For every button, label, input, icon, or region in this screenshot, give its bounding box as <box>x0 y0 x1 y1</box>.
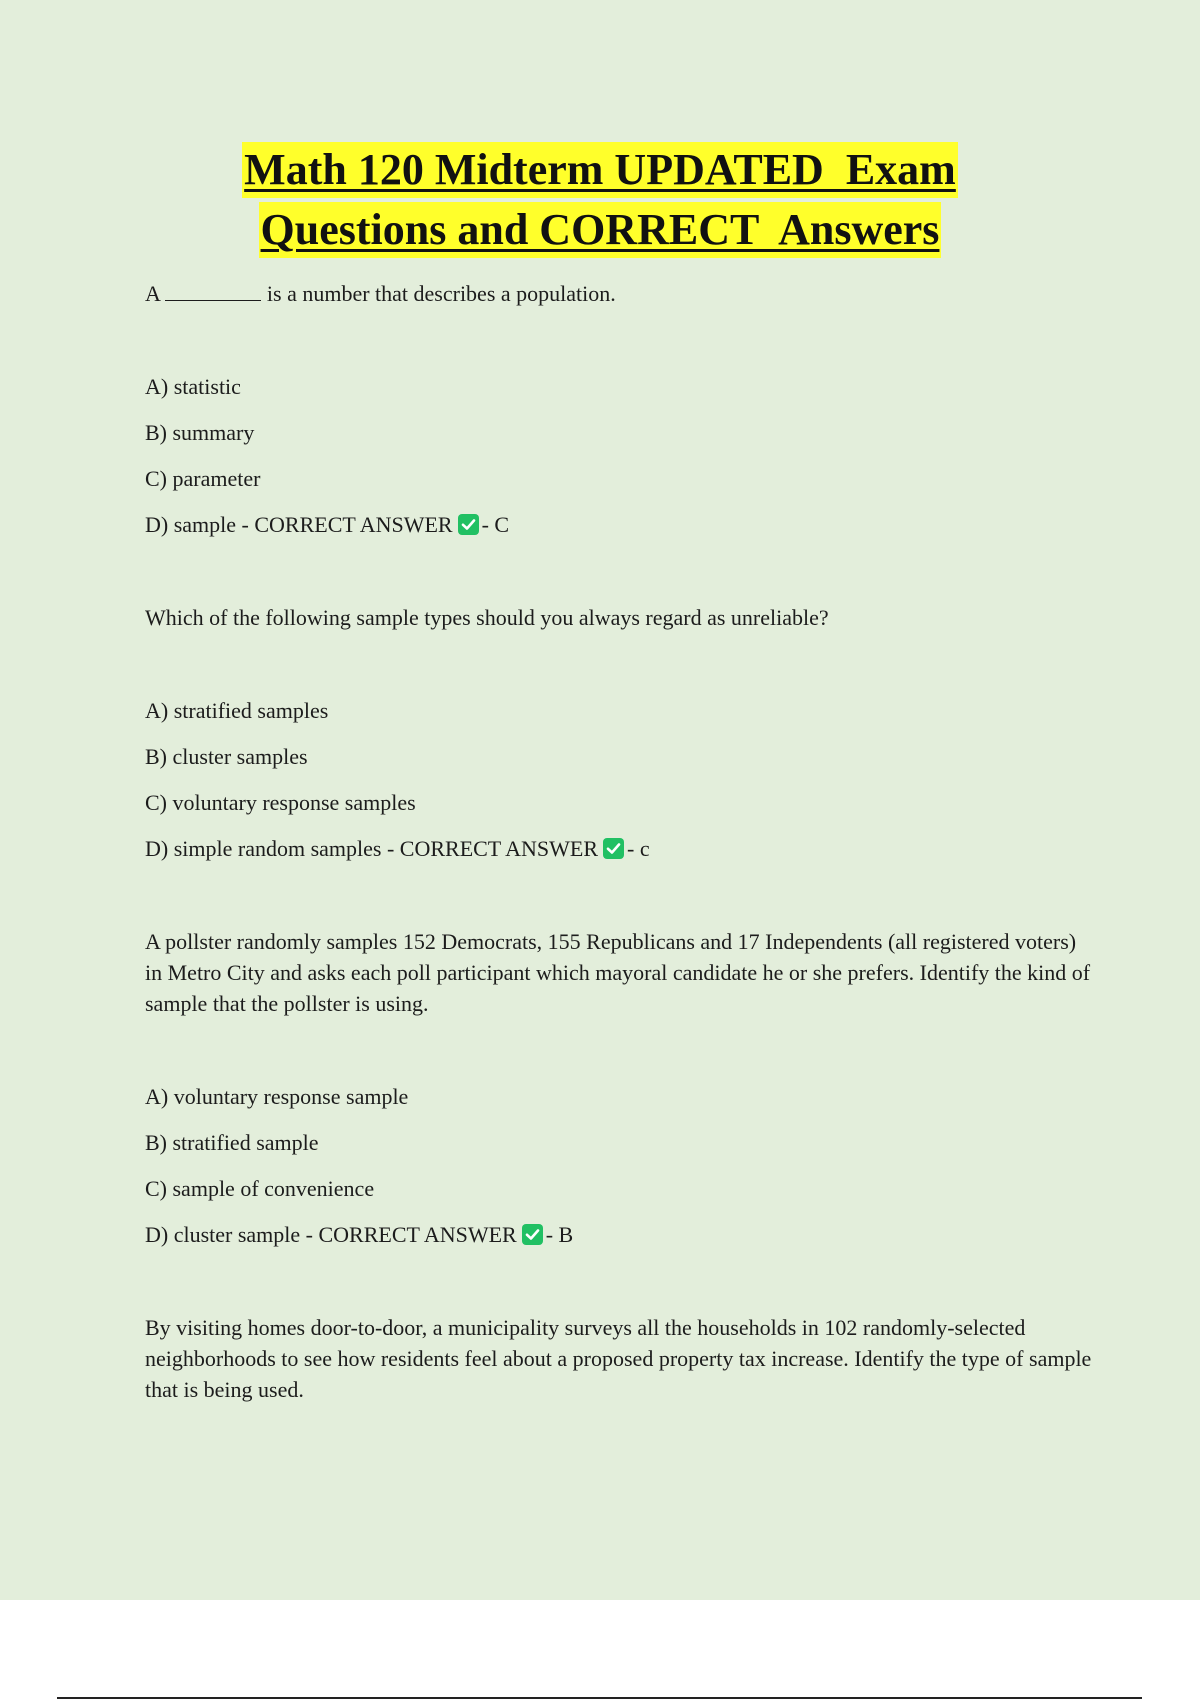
correct-answer-value: - C <box>481 512 510 537</box>
question-2-prompt: Which of the following sample types should you always regard as unreliable? <box>145 605 829 630</box>
check-mark-icon <box>603 838 624 859</box>
footer-divider <box>57 1697 1142 1699</box>
option-item: C) voluntary response samples <box>145 790 416 815</box>
option-item: A) statistic <box>145 374 241 399</box>
fill-in-blank <box>165 282 261 301</box>
check-mark-icon <box>458 514 479 535</box>
question-3-options <box>145 1081 1095 1250</box>
option-item: A) voluntary response sample <box>145 1084 409 1109</box>
correct-answer-value: - B <box>545 1222 574 1247</box>
question-1-prompt-end: is a number that describes a population. <box>266 281 616 306</box>
option-text: D) simple random samples - CORRECT ANSWER <box>145 836 599 861</box>
question-2-options <box>145 695 1095 864</box>
question-3-prompt: A pollster randomly samples 152 Democrats, 155 Republicans and 17 Independents (all registered voters) in Metro City and asks each poll participant which mayoral candidate he or she prefers. Identify the kind of sample that the pollster is using. <box>145 929 1091 1016</box>
option-item: A) stratified samples <box>145 698 329 723</box>
option-text: D) cluster sample - CORRECT ANSWER <box>145 1222 517 1247</box>
option-item-with-answer <box>145 833 1095 864</box>
option-item: C) parameter <box>145 466 261 491</box>
question-4-prompt: By visiting homes door-to-door, a municipality surveys all the households in 102 randomly-selected neighborhoods to see how residents feel about a proposed property tax increase. Identify the type of sample that is being used. <box>145 1315 1092 1402</box>
check-mark-icon <box>522 1224 543 1245</box>
correct-answer-value: - c <box>627 836 650 861</box>
option-item: B) summary <box>145 420 255 445</box>
option-item: B) cluster samples <box>145 744 308 769</box>
option-item: C) sample of convenience <box>145 1176 375 1201</box>
option-item-with-answer <box>145 509 1095 540</box>
question-1-prompt-start: A <box>145 281 161 306</box>
option-item-with-answer <box>145 1219 1095 1250</box>
option-item: B) stratified sample <box>145 1130 319 1155</box>
title-line-1: Math 120 Midterm UPDATED Exam <box>242 142 958 198</box>
question-list <box>145 278 1095 1467</box>
question-1-prompt <box>145 278 1095 309</box>
title-line-2: Questions and CORRECT Answers <box>259 202 942 258</box>
page-title <box>0 142 1200 258</box>
option-text: D) sample - CORRECT ANSWER <box>145 512 453 537</box>
question-1-options <box>145 371 1095 540</box>
